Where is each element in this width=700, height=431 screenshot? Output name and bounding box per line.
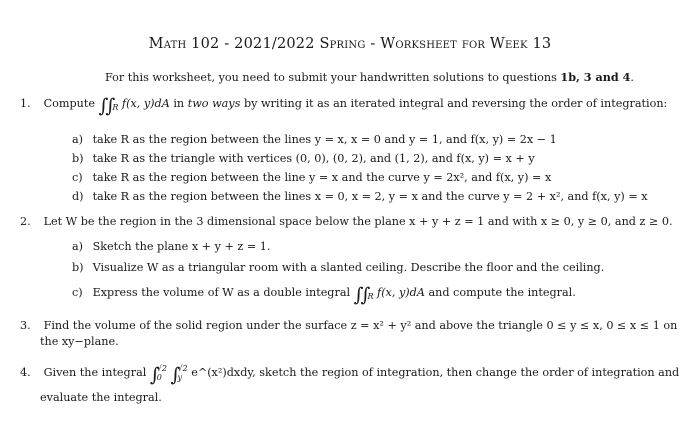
q4-pre: Given the integral [43, 366, 147, 379]
q1-item-b [72, 152, 692, 165]
q1-item-d [72, 190, 692, 203]
integral-sign-outer: ∫ [149, 364, 157, 386]
item-text: Visualize W as a triangular room with a slanted ceiling. Describe the floor and the ceiling. [92, 261, 605, 274]
intro-sentence: For this worksheet, you need to submit your handwritten solutions to questions [105, 71, 557, 84]
question-number: 3. [20, 319, 31, 332]
item-text: take R as the region between the lines y = x, x = 0 and y = 1, and f(x, y) = 2x − 1 [92, 133, 557, 146]
double-integral-sign: ∫∫ [98, 95, 113, 117]
q1-post-b: by writing it as an iterated integral and reversing the order of integration: [243, 97, 668, 110]
question-2 [20, 214, 692, 230]
question-number: 1. [20, 97, 31, 110]
item-text: take R as the region between the line y = x and the curve y = 2x², and f(x, y) = x [92, 171, 552, 184]
q2-text: Let W be the region in the 3 dimensional space below the plane x + y + z = 1 and with x ≥ 0, y ≥ 0, and z ≥ 0. [43, 215, 673, 228]
item-label: c) [72, 171, 83, 184]
item-label: d) [72, 190, 84, 203]
outer-upper-limit: √2 [156, 364, 167, 373]
q2-item-b [72, 261, 692, 274]
question-3-cont [40, 334, 680, 350]
q1-pre: Compute [43, 97, 95, 110]
q2-item-c [72, 284, 692, 306]
item-text-post: and compute the integral. [428, 286, 576, 299]
inner-upper-limit: √2 [177, 364, 188, 373]
question-4 [20, 364, 692, 386]
item-label: a) [72, 133, 84, 146]
outer-lower-limit: 0 [156, 373, 162, 382]
q2-region: R [367, 292, 374, 302]
intro-text [105, 70, 665, 84]
q4-integrand: e^(x²)dxdy, sketch the region of integration, then change the order of integration and [191, 366, 680, 379]
item-label: c) [72, 286, 83, 299]
item-label: a) [72, 240, 84, 253]
q1-post-a: in [173, 97, 185, 110]
question-4-cont [40, 390, 680, 406]
item-text: take R as the region between the lines x = 0, x = 2, y = x and the curve y = 2 + x², and f(x, y) = x [92, 190, 648, 203]
item-text: Express the volume of W as a double integral [92, 286, 351, 299]
intro-end: . [630, 71, 634, 84]
q1-item-c [72, 171, 692, 184]
page-title: Math 102 - 2021/2022 Spring - Worksheet for Week 13 [148, 36, 552, 52]
question-1 [20, 96, 692, 116]
question-3 [20, 318, 692, 334]
q4-line2: evaluate the integral. [40, 391, 162, 404]
item-label: b) [72, 261, 84, 274]
integral-sign-inner: ∫ [170, 364, 178, 386]
q3-line1: Find the volume of the solid region under the surface z = x² + y² and above the triangle 0 ≤ y ≤ x, 0 ≤ x ≤ 1 on [43, 319, 678, 332]
q1-item-a [72, 133, 692, 146]
item-text: take R as the triangle with vertices (0, 0), (0, 2), and (1, 2), and f(x, y) = x + y [92, 152, 535, 165]
q2-item-a [72, 240, 692, 253]
item-label: b) [72, 152, 84, 165]
question-number: 2. [20, 215, 31, 228]
question-number: 4. [20, 366, 31, 379]
q1-region: R [112, 103, 119, 113]
inner-lower-limit: y [177, 373, 182, 382]
item-text: Sketch the plane x + y + z = 1. [92, 240, 271, 253]
q3-line2: the xy−plane. [40, 335, 119, 348]
intro-questions: 1b, 3 and 4 [560, 70, 631, 84]
q2-integrand: f(x, y)dA [377, 286, 425, 299]
double-integral-sign: ∫∫ [353, 284, 368, 306]
q1-integrand: f(x, y)dA [121, 97, 170, 110]
q1-post-italic: two ways [187, 97, 241, 110]
